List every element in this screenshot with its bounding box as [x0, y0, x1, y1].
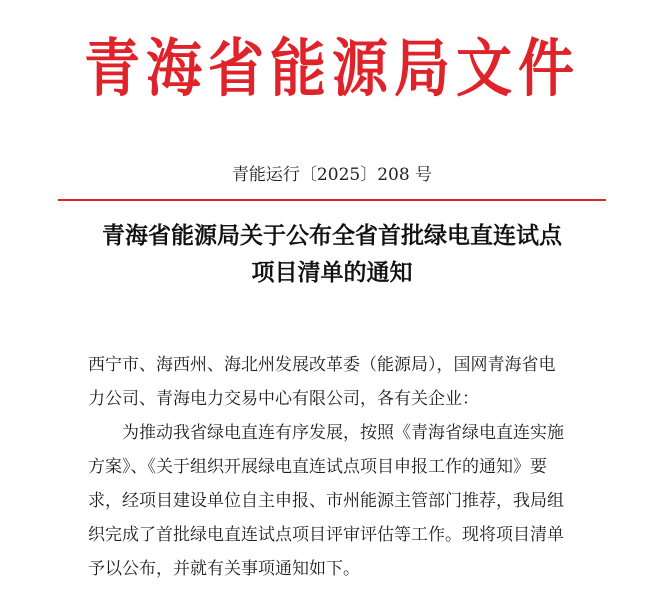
body-line-3: 为推动我省绿电直连有序发展，按照《青海省绿电直连实施 [122, 423, 564, 443]
title-line-1: 青海省能源局关于公布全省首批绿电直连试点 [102, 223, 562, 249]
document-number: 青能运行〔2025〕208 号 [231, 165, 433, 185]
body-line-5: 求，经项目建设单位自主申报、市州能源主管部门推荐，我局组 [88, 491, 564, 511]
body-line-4: 方案》、《关于组织开展绿电直连试点项目申报工作的通知》要 [88, 457, 547, 477]
body-line-6: 织完成了首批绿电直连试点项目评审评估等工作。现将项目清单 [88, 525, 564, 545]
document-masthead: 青海省能源局文件 [84, 33, 580, 106]
title-line-2: 项目清单的通知 [251, 260, 413, 286]
body-line-2: 力公司、青海电力交易中心有限公司，各有关企业： [88, 389, 479, 409]
body-line-7: 予以公布，并就有关事项通知如下。 [88, 559, 360, 579]
document-body [88, 348, 588, 586]
masthead-divider [58, 199, 606, 201]
document-title [40, 218, 624, 292]
body-line-1: 西宁市、海西州、海北州发展改革委（能源局），国网青海省电 [88, 355, 556, 375]
